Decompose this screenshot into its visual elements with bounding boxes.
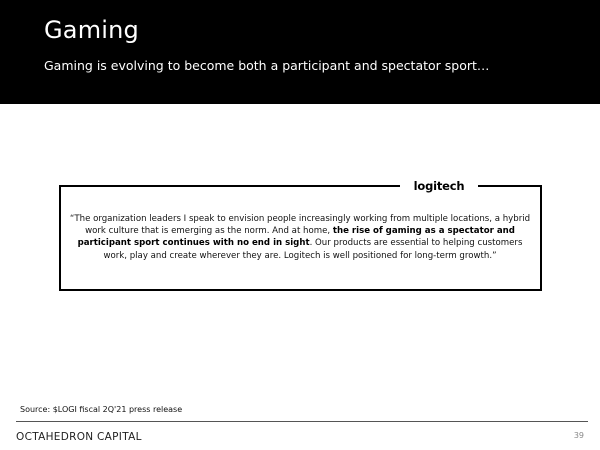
header-banner xyxy=(0,0,600,104)
logitech-logo: logitech xyxy=(400,176,478,196)
brand-name: OCTAHEDRON CAPITAL xyxy=(16,431,142,443)
source-note: Source: $LOGI fiscal 2Q'21 press release xyxy=(20,405,183,414)
quote-text-emphasis: the rise of gaming as a spectator and participant sport continues with no end in sight xyxy=(77,226,515,249)
quote-text-end: . Our products are essential to helping customers work, play and create wherever they are. Logitech is well positioned for long-term growth.” xyxy=(103,238,523,261)
page-number: 39 xyxy=(573,431,584,440)
slide-title: Gaming xyxy=(44,16,139,44)
slide-subtitle: Gaming is evolving to become both a participant and spectator sport… xyxy=(44,58,490,73)
quote-text-start: “The organization leaders I speak to envision people increasingly working from multiple locations, a hybrid work culture that is emerging as the norm. And at home, xyxy=(69,214,531,237)
footer-divider xyxy=(16,421,588,422)
quote-text xyxy=(68,213,532,262)
